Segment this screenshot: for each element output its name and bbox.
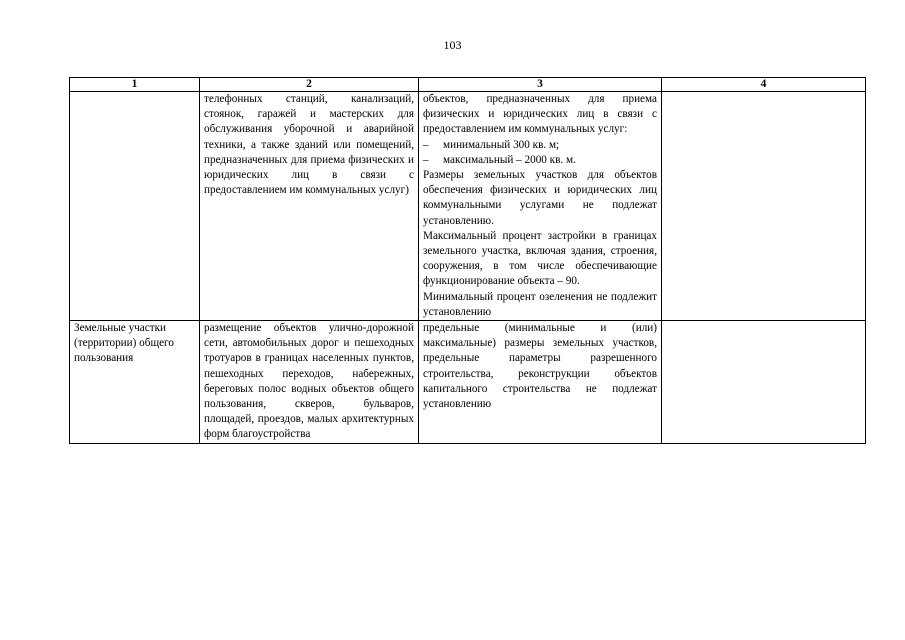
list-item-text: минимальный 300 кв. м; <box>443 138 560 151</box>
list-item <box>423 138 657 153</box>
row2-col4 <box>662 321 866 444</box>
row1-col3-paragraph-3: Максимальный процент застройки в границах земельного участка, включая здания, строения, сооружения, в том числе обеспечивающие функционирование объекта – 90. <box>423 229 657 288</box>
table-header-row <box>70 78 866 92</box>
row1-col3-intro: объектов, предназначенных для приема физических и юридических лиц в связи с предоставлением им коммунальных услуг: <box>423 93 657 136</box>
column-header-3: 3 <box>419 78 662 92</box>
list-item <box>423 153 657 168</box>
row1-col2-text: телефонных станций, канализаций, стоянок, гаражей и мастерских для обслуживания уборочной и аварийной техники, а также зданий или помещений, предназначенных для приема физических и юридических лиц в связи с предоставлением им коммунальных услуг) <box>204 93 414 197</box>
list-item-text: максимальный – 2000 кв. м. <box>443 153 576 166</box>
row2-col3 <box>419 321 662 444</box>
row2-col3-text: предельные (минимальные и (или) максимальные) размеры земельных участков, предельные параметры разрешенного строительства, реконструкции объектов капитального строительства не подлежат установлению <box>423 322 657 411</box>
row2-col1: Земельные участки (территории) общего пользования <box>70 321 200 444</box>
table-row <box>70 92 866 321</box>
row1-col3 <box>419 92 662 321</box>
dash-marker: – <box>423 153 429 166</box>
row1-col1 <box>70 92 200 321</box>
row2-col2-text: размещение объектов улично-дорожной сети, автомобильных дорог и пешеходных тротуаров в границах населенных пунктов, пешеходных переходов, набережных, береговых полос водных объектов общего пользования, скверов, бульваров, площадей, проездов, малых архитектурных форм благоустройства <box>204 322 414 441</box>
row1-col3-paragraph-4: Минимальный процент озеленения не подлежит установлению <box>423 290 657 318</box>
table-row <box>70 321 866 444</box>
page-number: 103 <box>443 38 462 52</box>
row2-col2 <box>200 321 419 444</box>
regulations-table <box>69 77 866 444</box>
column-header-1: 1 <box>70 78 200 92</box>
dash-marker: – <box>423 138 429 151</box>
row1-col4 <box>662 92 866 321</box>
column-header-4: 4 <box>662 78 866 92</box>
row1-col2 <box>200 92 419 321</box>
column-header-2: 2 <box>200 78 419 92</box>
row1-col3-paragraph-2: Размеры земельных участков для объектов обеспечения физических и юридических лиц коммунальными услугами не подлежат установлению. <box>423 169 657 227</box>
